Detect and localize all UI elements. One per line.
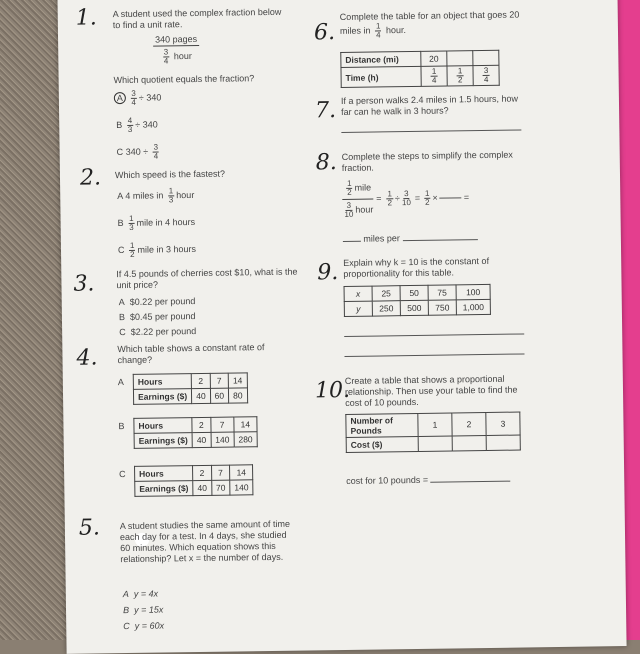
q10-text: Create a table that shows a proportional relationship. Then use your table to find the cost of 10 pounds. [344,373,518,408]
q8-steps: $\frac{1}{2}$ mile $\frac{3}{10}$ hour = $\frac{1}{2}$ ÷ $\frac{3}{10}$ = $\frac{1}{2}$ × = [342,178,469,219]
q3-option-b[interactable]: B $0.45 per pound [118,311,196,323]
q2-option-c[interactable]: C $\frac{1}{2}$ mile in 3 hours [117,240,197,259]
q5-text: A student studies the same amount of time each day for a test. In 4 days, she studied 60 minutes. Which equation shows this relationship? Let x = the number of days. [119,518,291,565]
q6-number: 6. [313,20,336,46]
q1-option-c[interactable]: C 340 ÷ $\frac{3}{4}$ [116,142,159,161]
q1-option-a[interactable]: A $\frac{3}{4}$ ÷ 340 [114,90,162,108]
q10-answer-blank[interactable] [431,481,511,483]
q2-option-a[interactable]: A 4 miles in $\frac{1}{3}$ hour [117,186,195,205]
q7-text: If a person walks 2.4 miles in 1.5 hours, how far can he walk in 3 hours? [340,93,519,117]
q5-option-a[interactable]: A y = 4x [122,588,159,600]
q1-number: 1. [75,5,97,31]
q4-table-c[interactable]: Hours 2 7 14 Earnings ($) 40 70 140 [134,464,254,497]
q2-text: Which speed is the fastest? [114,168,226,181]
q2-number: 2. [79,165,102,191]
q9-number: 9. [317,260,339,286]
q4-text: Which table shows a constant rate of change? [117,342,265,366]
q9-answer-line-1[interactable] [344,333,524,337]
q1-text: A student used the complex fraction below to find a unit rate. [112,6,282,31]
q8-blank[interactable] [440,197,462,198]
q1-option-b[interactable]: B $\frac{4}{3}$ ÷ 340 [116,115,158,134]
q3-number: 3. [73,271,95,297]
q3-option-a[interactable]: A $0.22 per pound [118,296,196,308]
q4-option-a-label: A [117,377,124,388]
q3-option-c[interactable]: C $2.22 per pound [119,326,197,338]
q4-table-a[interactable]: Hours 2 7 14 Earnings ($) 40 60 80 [133,372,248,405]
q2-option-b[interactable]: B $\frac{1}{3}$ mile in 4 hours [117,213,196,232]
q9-text: Explain why k = 10 is the constant of proportionality for this table. [343,255,490,279]
q10-table[interactable]: Number of Pounds 1 2 3 Cost ($) [345,412,521,453]
q4-number: 4. [76,345,98,371]
q7-number: 7. [314,98,337,124]
q1-ask: Which quotient equals the fraction? [113,73,255,86]
q5-option-b[interactable]: B y = 15x [122,604,164,616]
q1-complex-fraction: 340 pages $\frac{3}{4}$ hour [153,34,199,66]
q4-option-b-label: B [118,421,125,432]
q5-number: 5. [78,515,101,541]
q6-text: Complete the table for an object that goes 20 miles in $\frac{1}{4}$ hour. [339,9,520,40]
q6-table[interactable]: Distance (mi) 20 Time (h) $\frac{1}{4}$ $\frac{1}{2}$ $\frac{3}{4}$ [340,50,499,88]
q4-table-b[interactable]: Hours 2 7 14 Earnings ($) 40 140 280 [133,416,257,449]
q9-table: x 25 50 75 100 y 250 500 750 1,000 [344,284,491,317]
worksheet-paper [57,0,626,654]
q8-miles-per: miles per [343,232,478,245]
q8-number: 8. [315,150,337,176]
q10-number: 10. [314,377,351,404]
q5-option-c[interactable]: C y = 60x [123,620,165,632]
q7-answer-line[interactable] [341,129,521,133]
q1-frac-numerator: 340 pages [153,34,199,47]
q3-text: If 4.5 pounds of cherries cost $10, what is the unit price? [116,266,298,291]
q8-blank-2[interactable] [343,241,361,242]
q1-frac-unit: hour [173,50,192,62]
q4-option-c-label: C [119,469,126,480]
q8-blank-3[interactable] [402,239,477,241]
q8-text: Complete the steps to simplify the complex fraction. [341,149,513,173]
q9-answer-line-2[interactable] [345,353,525,357]
q10-cost-line: cost for 10 pounds = [346,474,510,487]
